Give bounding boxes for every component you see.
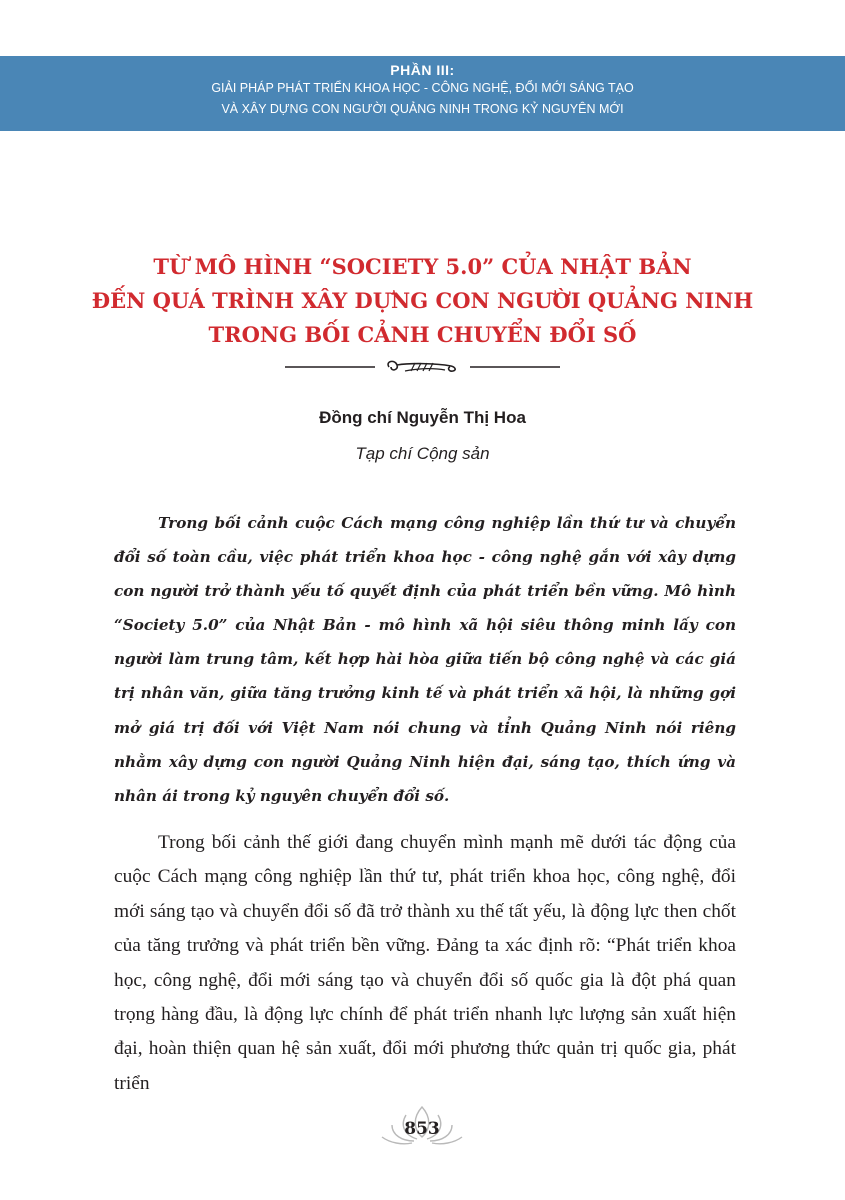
author-name: Đồng chí Nguyễn Thị Hoa [319,408,526,427]
article-title-line-3: TRONG BỐI CẢNH CHUYỂN ĐỔI SỐ [208,322,637,347]
part-subtitle-line-1: GIẢI PHÁP PHÁT TRIỂN KHOA HỌC - CÔNG NGHỆ, ĐỔI MỚI SÁNG TẠO [211,81,634,95]
part-subtitle-line-2: VÀ XÂY DỰNG CON NGƯỜI QUẢNG NINH TRONG KỶ NGUYÊN MỚI [221,102,624,116]
title-divider-ornament [285,357,560,377]
page-number-emblem [372,1103,472,1153]
article-title-line-1: TỪ MÔ HÌNH “SOCIETY 5.0” CỦA NHẬT BẢN [153,254,692,279]
section-header-band [0,56,845,131]
article-title-line-2: ĐẾN QUÁ TRÌNH XÂY DỰNG CON NGƯỜI QUẢNG NINH [91,288,754,313]
article-title [0,250,845,352]
page-number: 853 [404,1119,440,1139]
article-body-paragraph: Trong bối cảnh thế giới đang chuyển mình mạnh mẽ dưới tác động của cuộc Cách mạng công nghiệp lần thứ tư, phát triển khoa học, công nghệ, đổi mới sáng tạo và chuyển đổi số đã trở thành xu thế tất yếu, là động lực then chốt của tăng trưởng và phát triển bền vững. Đảng ta xác định rõ: “Phát triển khoa học, công nghệ, đổi mới sáng tạo và chuyển đổi số quốc gia là đột phá quan trọng hàng đầu, là động lực chính để phát triển nhanh lực lượng sản xuất hiện đại, hoàn thiện quan hệ sản xuất, đổi mới phương thức quản trị quốc gia, phát triển [114,832,736,1094]
article-abstract: Trong bối cảnh cuộc Cách mạng công nghiệp lần thứ tư và chuyển đổi số toàn cầu, việc phát triển khoa học - công nghệ gắn với xây dựng con người trở thành yếu tố quyết định của phát triển bền vững. Mô hình “Society 5.0” của Nhật Bản - mô hình xã hội siêu thông minh lấy con người làm trung tâm, kết hợp hài hòa giữa tiến bộ công nghệ và các giá trị nhân văn, giữa tăng trưởng kinh tế và phát triển xã hội, là những gợi mở giá trị đối với Việt Nam nói chung và tỉnh Quảng Ninh nói riêng nhằm xây dựng con người Quảng Ninh hiện đại, sáng tạo, thích ứng và nhân ái trong kỷ nguyên chuyển đổi số. [114,514,736,805]
part-label: PHẦN III: [390,62,455,78]
author-affiliation: Tạp chí Cộng sản [355,444,490,463]
